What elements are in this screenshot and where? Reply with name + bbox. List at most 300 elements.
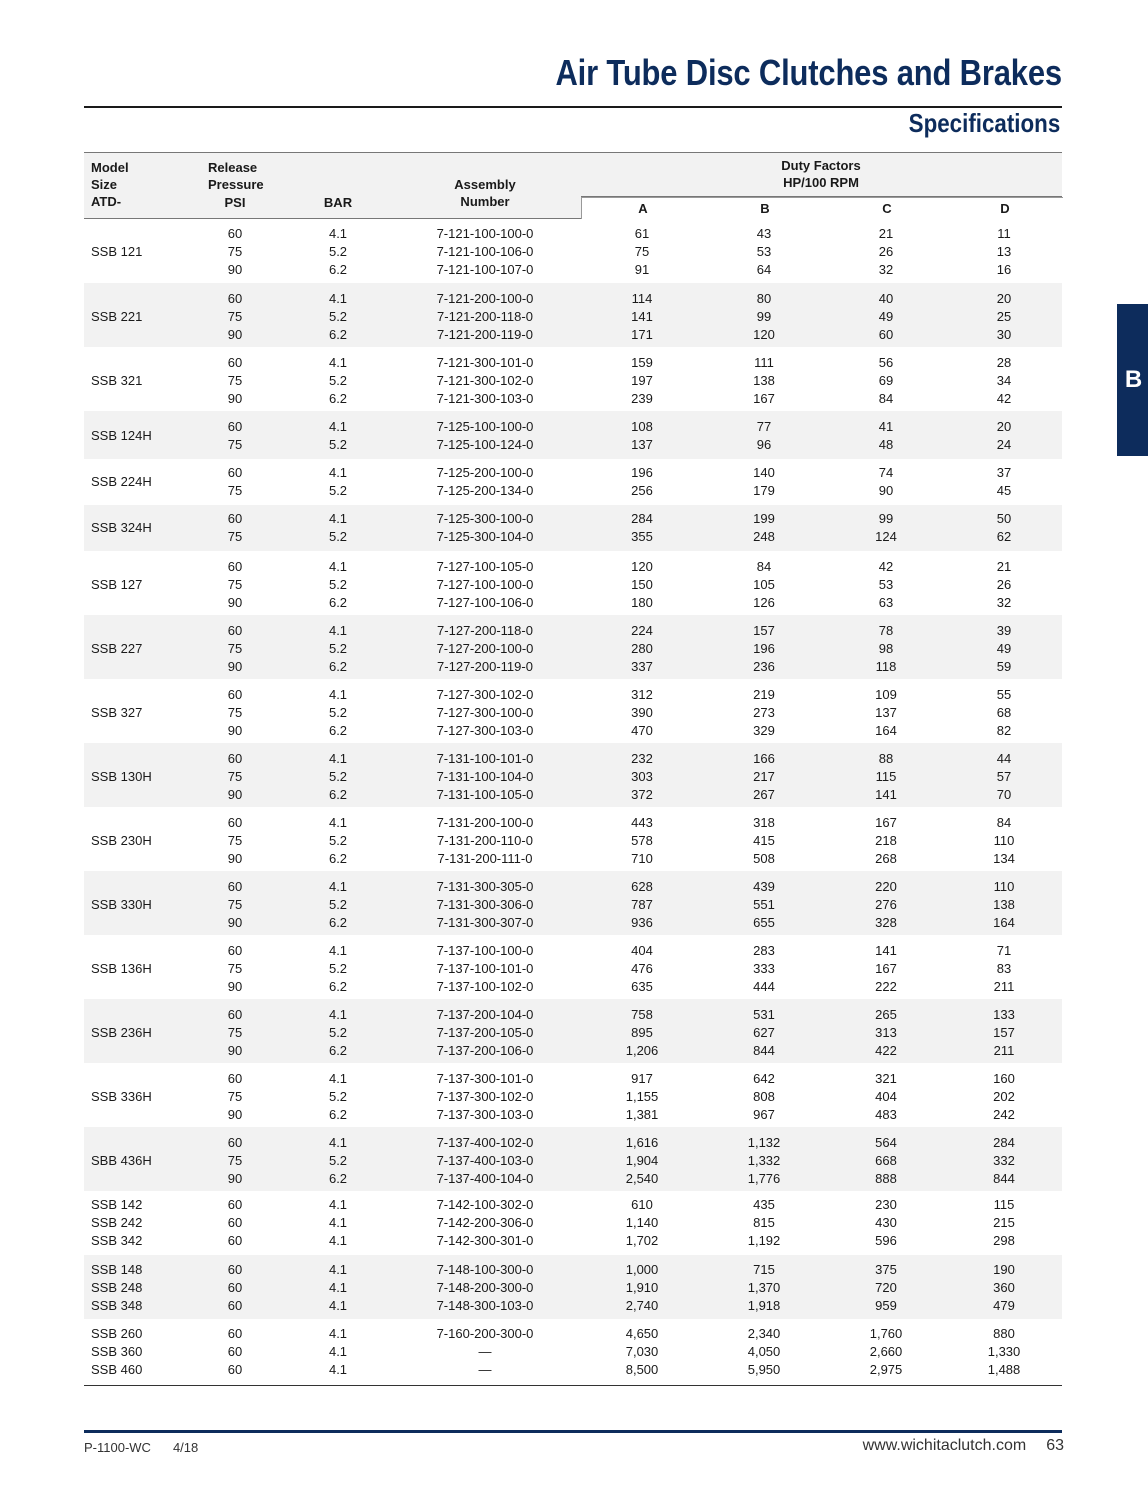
- b-cell: 167: [753, 391, 775, 406]
- table-row: [84, 510, 1062, 528]
- a-cell: 7,030: [625, 1344, 659, 1359]
- psi-cell: 90: [227, 1107, 243, 1122]
- a-cell: 1,155: [625, 1089, 659, 1104]
- assembly-number-cell: 7-137-300-102-0: [436, 1089, 534, 1104]
- d-cell: 211: [993, 979, 1015, 994]
- header-duty-factors: Duty Factors HP/100 RPM: [781, 158, 861, 190]
- a-cell: 75: [634, 244, 650, 259]
- psi-cell: 75: [227, 577, 243, 592]
- table-row: [84, 464, 1062, 482]
- table-row-group: [84, 218, 1062, 283]
- bar-cell: 4.1: [328, 1326, 348, 1341]
- d-cell: 32: [996, 595, 1012, 610]
- d-cell: 164: [993, 915, 1015, 930]
- table-row-group: [84, 1127, 1062, 1191]
- b-cell: 2,340: [747, 1326, 781, 1341]
- bar-cell: 4.1: [328, 1280, 348, 1295]
- assembly-number-cell: 7-127-300-102-0: [436, 687, 534, 702]
- d-cell: 133: [993, 1007, 1015, 1022]
- a-cell: 180: [631, 595, 653, 610]
- table-row: [84, 1088, 1062, 1106]
- bar-cell: 5.2: [328, 769, 348, 784]
- c-cell: 888: [875, 1171, 897, 1186]
- c-cell: 141: [875, 943, 897, 958]
- table-row: [84, 914, 1062, 932]
- a-cell: 1,910: [625, 1280, 659, 1295]
- model-size-cell: SSB 124H: [91, 428, 152, 443]
- a-cell: 1,616: [625, 1135, 659, 1150]
- c-cell: 268: [875, 851, 897, 866]
- d-cell: 1,330: [987, 1344, 1021, 1359]
- table-row: [84, 1297, 1062, 1315]
- c-cell: 596: [875, 1233, 897, 1248]
- assembly-number-cell: 7-142-100-302-0: [436, 1197, 534, 1212]
- psi-cell: 75: [227, 961, 243, 976]
- table-row-group: [84, 1191, 1062, 1255]
- d-cell: 84: [996, 815, 1012, 830]
- b-cell: 105: [753, 577, 775, 592]
- header-model: Model Size ATD-: [91, 160, 129, 209]
- d-cell: 25: [996, 309, 1012, 324]
- d-cell: 62: [996, 529, 1012, 544]
- table-row: [84, 1106, 1062, 1124]
- c-cell: 375: [875, 1262, 897, 1277]
- b-cell: 138: [753, 373, 775, 388]
- d-cell: 26: [996, 577, 1012, 592]
- c-cell: 90: [878, 483, 894, 498]
- model-size-cell: SBB 436H: [91, 1153, 152, 1168]
- psi-cell: 90: [227, 659, 243, 674]
- table-row: [84, 686, 1062, 704]
- c-cell: 220: [875, 879, 897, 894]
- c-cell: 69: [878, 373, 894, 388]
- psi-cell: 75: [227, 641, 243, 656]
- b-cell: 655: [753, 915, 775, 930]
- d-cell: 83: [996, 961, 1012, 976]
- d-cell: 215: [993, 1215, 1015, 1230]
- c-cell: 115: [875, 769, 897, 784]
- psi-cell: 75: [227, 769, 243, 784]
- model-size-cell: SSB 321: [91, 373, 143, 388]
- table-row: [84, 850, 1062, 868]
- footer-left: [84, 1440, 198, 1455]
- psi-cell: 90: [227, 851, 243, 866]
- psi-cell: 60: [227, 1197, 243, 1212]
- assembly-number-cell: 7-131-300-307-0: [436, 915, 534, 930]
- model-size-cell: SSB 248: [91, 1280, 143, 1295]
- table-row-group: [84, 551, 1062, 615]
- c-cell: 276: [875, 897, 897, 912]
- bar-cell: 6.2: [328, 723, 348, 738]
- b-cell: 1,776: [747, 1171, 781, 1186]
- assembly-number-cell: 7-121-300-103-0: [436, 391, 534, 406]
- b-cell: 815: [753, 1215, 775, 1230]
- assembly-number-cell: 7-131-200-100-0: [436, 815, 534, 830]
- d-cell: 134: [993, 851, 1015, 866]
- b-cell: 126: [753, 595, 775, 610]
- c-cell: 167: [875, 815, 897, 830]
- bar-cell: 5.2: [328, 483, 348, 498]
- assembly-number-cell: 7-125-100-124-0: [436, 437, 534, 452]
- table-row: [84, 1279, 1062, 1297]
- bar-cell: 4.1: [328, 465, 348, 480]
- b-cell: 844: [753, 1043, 775, 1058]
- b-cell: 329: [753, 723, 775, 738]
- assembly-number-cell: 7-142-200-306-0: [436, 1215, 534, 1230]
- assembly-number-cell: 7-137-100-101-0: [436, 961, 534, 976]
- a-cell: 758: [631, 1007, 653, 1022]
- a-cell: 787: [631, 897, 653, 912]
- table-row-group: [84, 1319, 1062, 1383]
- assembly-number-cell: 7-148-100-300-0: [436, 1262, 534, 1277]
- a-cell: 895: [631, 1025, 653, 1040]
- a-cell: 355: [631, 529, 653, 544]
- model-size-cell: SSB 327: [91, 705, 143, 720]
- assembly-number-cell: 7-131-300-306-0: [436, 897, 534, 912]
- c-cell: 40: [878, 291, 894, 306]
- b-cell: 179: [753, 483, 775, 498]
- b-cell: 273: [753, 705, 775, 720]
- bar-cell: 4.1: [328, 943, 348, 958]
- d-cell: 59: [996, 659, 1012, 674]
- psi-cell: 60: [227, 815, 243, 830]
- a-cell: 284: [631, 511, 653, 526]
- b-cell: 196: [753, 641, 775, 656]
- c-cell: 48: [878, 437, 894, 452]
- table-row: [84, 878, 1062, 896]
- c-cell: 53: [878, 577, 894, 592]
- table-row: [84, 832, 1062, 850]
- d-cell: 157: [993, 1025, 1015, 1040]
- assembly-number-cell: 7-127-200-119-0: [437, 659, 533, 674]
- assembly-number-cell: 7-137-200-105-0: [436, 1025, 534, 1040]
- table-header: [84, 152, 1062, 219]
- b-cell: 415: [753, 833, 775, 848]
- a-cell: 404: [631, 943, 653, 958]
- d-cell: 30: [996, 327, 1012, 342]
- bar-cell: 5.2: [328, 897, 348, 912]
- psi-cell: 60: [227, 355, 243, 370]
- bar-cell: 4.1: [328, 1344, 348, 1359]
- c-cell: 98: [878, 641, 894, 656]
- bar-cell: 4.1: [328, 419, 348, 434]
- a-cell: 476: [631, 961, 653, 976]
- assembly-number-cell: —: [478, 1344, 492, 1359]
- a-cell: 1,140: [625, 1215, 659, 1230]
- b-cell: 64: [756, 262, 772, 277]
- psi-cell: 60: [227, 879, 243, 894]
- d-cell: 284: [993, 1135, 1015, 1150]
- catalog-date: 4/18: [172, 1440, 199, 1455]
- assembly-number-cell: 7-127-200-118-0: [437, 623, 533, 638]
- c-cell: 430: [875, 1215, 897, 1230]
- c-cell: 265: [875, 1007, 897, 1022]
- b-cell: 444: [753, 979, 775, 994]
- c-cell: 2,975: [869, 1362, 903, 1377]
- table-row: [84, 960, 1062, 978]
- model-size-cell: SSB 121: [91, 244, 143, 259]
- assembly-number-cell: 7-125-300-100-0: [436, 511, 534, 526]
- d-cell: 479: [993, 1298, 1015, 1313]
- bar-cell: 5.2: [328, 833, 348, 848]
- assembly-number-cell: 7-142-300-301-0: [436, 1233, 534, 1248]
- c-cell: 42: [878, 559, 894, 574]
- bar-cell: 6.2: [328, 659, 348, 674]
- a-cell: 1,702: [625, 1233, 659, 1248]
- assembly-number-cell: 7-160-200-300-0: [436, 1326, 534, 1341]
- bar-cell: 5.2: [328, 1153, 348, 1168]
- b-cell: 217: [753, 769, 775, 784]
- bar-cell: 6.2: [328, 391, 348, 406]
- psi-cell: 60: [227, 623, 243, 638]
- assembly-number-cell: 7-121-200-119-0: [437, 327, 533, 342]
- d-cell: 71: [996, 943, 1012, 958]
- bar-cell: 5.2: [328, 437, 348, 452]
- d-cell: 20: [996, 419, 1012, 434]
- psi-cell: 60: [227, 1280, 243, 1295]
- table-row: [84, 1325, 1062, 1343]
- b-cell: 5,950: [747, 1362, 781, 1377]
- a-cell: 256: [631, 483, 653, 498]
- d-cell: 110: [993, 879, 1015, 894]
- header-release-pressure: Release Pressure: [208, 160, 264, 192]
- psi-cell: 60: [227, 465, 243, 480]
- c-cell: 84: [878, 391, 894, 406]
- a-cell: 337: [631, 659, 653, 674]
- d-cell: 11: [997, 226, 1011, 241]
- c-cell: 141: [875, 787, 897, 802]
- d-cell: 160: [993, 1071, 1015, 1086]
- table-row: [84, 594, 1062, 612]
- psi-cell: 90: [227, 787, 243, 802]
- a-cell: 443: [631, 815, 653, 830]
- d-cell: 82: [996, 723, 1012, 738]
- psi-cell: 90: [227, 723, 243, 738]
- assembly-number-cell: 7-127-100-105-0: [436, 559, 534, 574]
- psi-cell: 75: [227, 529, 243, 544]
- psi-cell: 60: [227, 419, 243, 434]
- b-cell: 4,050: [747, 1344, 781, 1359]
- b-cell: 111: [754, 355, 774, 370]
- a-cell: 4,650: [625, 1326, 659, 1341]
- website-link[interactable]: www.wichitaclutch.com: [862, 1437, 1027, 1454]
- b-cell: 435: [753, 1197, 775, 1212]
- b-cell: 96: [756, 437, 772, 452]
- d-cell: 45: [996, 483, 1012, 498]
- b-cell: 99: [756, 309, 772, 324]
- bar-cell: 6.2: [328, 1171, 348, 1186]
- model-size-cell: SSB 330H: [91, 897, 152, 912]
- a-cell: 372: [631, 787, 653, 802]
- assembly-number-cell: 7-125-300-104-0: [436, 529, 534, 544]
- a-cell: 224: [631, 623, 653, 638]
- table-row: [84, 1196, 1062, 1214]
- bar-cell: 5.2: [328, 529, 348, 544]
- assembly-number-cell: 7-121-100-107-0: [436, 262, 534, 277]
- c-cell: 422: [875, 1043, 897, 1058]
- model-size-cell: SSB 148: [91, 1262, 143, 1277]
- assembly-number-cell: 7-121-100-100-0: [436, 226, 534, 241]
- table-row: [84, 704, 1062, 722]
- d-cell: 115: [993, 1197, 1015, 1212]
- a-cell: 196: [631, 465, 653, 480]
- assembly-number-cell: 7-125-200-134-0: [436, 483, 534, 498]
- c-cell: 164: [875, 723, 897, 738]
- b-cell: 1,332: [747, 1153, 781, 1168]
- c-cell: 959: [875, 1298, 897, 1313]
- d-cell: 138: [993, 897, 1015, 912]
- bar-cell: 4.1: [328, 1298, 348, 1313]
- page-title: Air Tube Disc Clutches and Brakes: [555, 52, 1062, 93]
- d-cell: 39: [996, 623, 1012, 638]
- table-body: [84, 218, 1062, 1383]
- psi-cell: 60: [227, 1262, 243, 1277]
- bar-cell: 6.2: [328, 595, 348, 610]
- a-cell: 610: [631, 1197, 653, 1212]
- assembly-number-cell: 7-127-200-100-0: [436, 641, 534, 656]
- c-cell: 404: [875, 1089, 897, 1104]
- d-cell: 24: [996, 437, 1012, 452]
- d-cell: 42: [996, 391, 1012, 406]
- model-size-cell: SSB 460: [91, 1362, 143, 1377]
- a-cell: 8,500: [625, 1362, 659, 1377]
- bar-cell: 4.1: [328, 687, 348, 702]
- psi-cell: 75: [227, 1025, 243, 1040]
- table-row: [84, 243, 1062, 261]
- c-cell: 483: [875, 1107, 897, 1122]
- model-size-cell: SSB 136H: [91, 961, 152, 976]
- bar-cell: 4.1: [328, 1197, 348, 1212]
- table-row: [84, 1361, 1062, 1379]
- table-row: [84, 896, 1062, 914]
- a-cell: 1,000: [625, 1262, 659, 1277]
- a-cell: 312: [631, 687, 653, 702]
- model-size-cell: SSB 142: [91, 1197, 143, 1212]
- assembly-number-cell: 7-131-200-111-0: [437, 851, 533, 866]
- b-cell: 120: [753, 327, 775, 342]
- bar-cell: 5.2: [328, 244, 348, 259]
- bar-cell: 5.2: [328, 577, 348, 592]
- a-cell: 137: [631, 437, 653, 452]
- assembly-number-cell: 7-127-300-100-0: [436, 705, 534, 720]
- a-cell: 2,740: [625, 1298, 659, 1313]
- d-cell: 70: [996, 787, 1012, 802]
- d-cell: 57: [996, 769, 1012, 784]
- d-cell: 190: [993, 1262, 1015, 1277]
- table-row: [84, 1232, 1062, 1250]
- table-row: [84, 482, 1062, 500]
- header-assembly-number: Assembly Number: [454, 177, 516, 209]
- c-cell: 63: [878, 595, 894, 610]
- a-cell: 120: [631, 559, 653, 574]
- table-row-group: [84, 935, 1062, 999]
- b-cell: 267: [753, 787, 775, 802]
- a-cell: 114: [631, 291, 653, 306]
- model-size-cell: SSB 127: [91, 577, 143, 592]
- psi-cell: 60: [227, 291, 243, 306]
- a-cell: 232: [631, 751, 653, 766]
- model-size-cell: SSB 224H: [91, 474, 152, 489]
- d-cell: 55: [996, 687, 1012, 702]
- b-cell: 531: [753, 1007, 775, 1022]
- bar-cell: 6.2: [328, 1043, 348, 1058]
- b-cell: 333: [753, 961, 775, 976]
- b-cell: 84: [756, 559, 772, 574]
- header-col-d: D: [1000, 201, 1010, 216]
- table-row-group: [84, 411, 1062, 459]
- c-cell: 720: [875, 1280, 897, 1295]
- c-cell: 88: [878, 751, 894, 766]
- a-cell: 91: [634, 262, 650, 277]
- table-row: [84, 814, 1062, 832]
- table-row: [84, 390, 1062, 408]
- a-cell: 280: [631, 641, 653, 656]
- c-cell: 32: [878, 262, 894, 277]
- bar-cell: 5.2: [328, 1025, 348, 1040]
- table-row: [84, 658, 1062, 676]
- table-bottom-rule: [84, 1385, 1062, 1386]
- c-cell: 328: [875, 915, 897, 930]
- model-size-cell: SSB 260: [91, 1326, 143, 1341]
- model-size-cell: SSB 221: [91, 309, 143, 324]
- assembly-number-cell: 7-137-300-103-0: [436, 1107, 534, 1122]
- psi-cell: 60: [227, 751, 243, 766]
- assembly-number-cell: 7-127-100-100-0: [436, 577, 534, 592]
- c-cell: 668: [875, 1153, 897, 1168]
- a-cell: 303: [631, 769, 653, 784]
- table-row: [84, 225, 1062, 243]
- a-cell: 1,206: [625, 1043, 659, 1058]
- psi-cell: 60: [227, 1298, 243, 1313]
- a-cell: 1,904: [625, 1153, 659, 1168]
- table-row-group: [84, 999, 1062, 1063]
- a-cell: 470: [631, 723, 653, 738]
- table-row-group: [84, 743, 1062, 807]
- bar-cell: 5.2: [328, 1089, 348, 1104]
- assembly-number-cell: 7-137-400-104-0: [436, 1171, 534, 1186]
- table-row: [84, 308, 1062, 326]
- model-size-cell: SSB 242: [91, 1215, 143, 1230]
- b-cell: 140: [753, 465, 775, 480]
- assembly-number-cell: 7-148-200-300-0: [436, 1280, 534, 1295]
- section-tab-label: B: [1124, 366, 1143, 393]
- d-cell: 211: [993, 1043, 1015, 1058]
- b-cell: 642: [753, 1071, 775, 1086]
- b-cell: 283: [753, 943, 775, 958]
- b-cell: 551: [753, 897, 775, 912]
- header-col-c: C: [882, 201, 892, 216]
- bar-cell: 5.2: [328, 961, 348, 976]
- model-size-cell: SSB 130H: [91, 769, 152, 784]
- c-cell: 564: [875, 1135, 897, 1150]
- duty-columns: [581, 197, 1063, 219]
- bar-cell: 6.2: [328, 327, 348, 342]
- psi-cell: 75: [227, 1153, 243, 1168]
- table-row: [84, 640, 1062, 658]
- psi-cell: 90: [227, 262, 243, 277]
- assembly-number-cell: 7-121-100-106-0: [436, 244, 534, 259]
- bar-cell: 4.1: [328, 1362, 348, 1377]
- d-cell: 16: [996, 262, 1012, 277]
- assembly-number-cell: 7-137-400-103-0: [436, 1153, 534, 1168]
- psi-cell: 60: [227, 1344, 243, 1359]
- table-row: [84, 1343, 1062, 1361]
- bar-cell: 5.2: [328, 309, 348, 324]
- c-cell: 49: [878, 309, 894, 324]
- assembly-number-cell: 7-121-200-100-0: [436, 291, 534, 306]
- bar-cell: 4.1: [328, 291, 348, 306]
- c-cell: 2,660: [869, 1344, 903, 1359]
